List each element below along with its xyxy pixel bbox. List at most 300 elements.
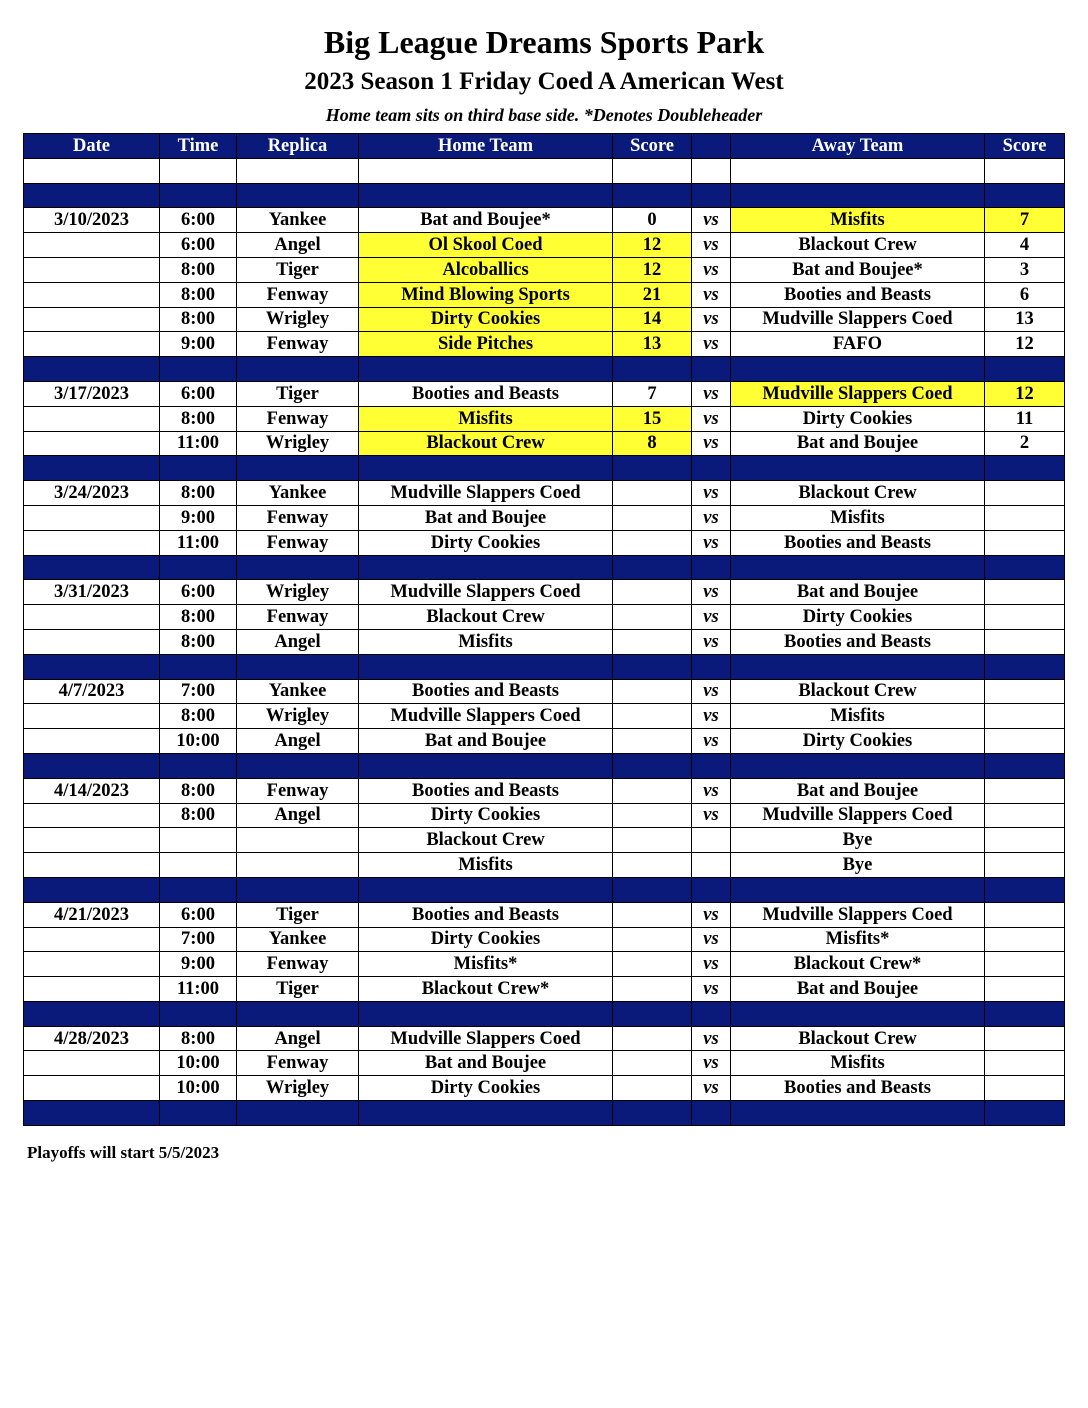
table-row [24,481,1065,506]
replica-cell: Fenway [237,1051,359,1076]
home-score-cell [613,183,692,208]
away-score-cell [985,158,1065,183]
home-score-cell: 14 [613,307,692,332]
table-row [24,208,1065,233]
table-row [24,580,1065,605]
time-cell: 6:00 [160,580,237,605]
date-cell [24,1101,160,1126]
away-score-cell [985,580,1065,605]
away-team-cell [731,158,985,183]
home-score-cell [613,1051,692,1076]
date-cell [24,233,160,258]
away-team-cell: Blackout Crew [731,679,985,704]
date-cell [24,1051,160,1076]
time-cell: 6:00 [160,233,237,258]
table-row [24,1026,1065,1051]
home-score-cell [613,977,692,1002]
away-score-cell [985,853,1065,878]
vs-cell: vs [692,257,731,282]
vs-cell: vs [692,803,731,828]
replica-cell: Wrigley [237,431,359,456]
page-note: Home team sits on third base side. *Denotes Doubleheader [325,105,763,125]
replica-cell [237,555,359,580]
col-header-time: Time [160,134,237,159]
away-score-cell [985,629,1065,654]
replica-cell: Wrigley [237,704,359,729]
vs-cell [692,357,731,382]
vs-cell [692,1101,731,1126]
time-cell: 11:00 [160,530,237,555]
time-cell: 9:00 [160,505,237,530]
table-row [24,530,1065,555]
home-score-cell [613,456,692,481]
vs-cell: vs [692,431,731,456]
date-cell [24,803,160,828]
date-cell: 3/24/2023 [24,481,160,506]
date-cell [24,877,160,902]
replica-cell [237,357,359,382]
home-team-cell: Blackout Crew* [359,977,613,1002]
table-row [24,803,1065,828]
away-score-cell [985,828,1065,853]
home-score-cell: 15 [613,406,692,431]
away-team-cell: Misfits [731,208,985,233]
time-cell [160,555,237,580]
replica-cell: Fenway [237,406,359,431]
time-cell: 10:00 [160,729,237,754]
vs-cell [692,1001,731,1026]
replica-cell: Fenway [237,778,359,803]
vs-cell [692,853,731,878]
away-score-cell: 13 [985,307,1065,332]
home-score-cell [613,1001,692,1026]
date-cell [24,555,160,580]
table-row [24,679,1065,704]
away-team-cell: Blackout Crew* [731,952,985,977]
table-row [24,629,1065,654]
away-score-cell: 11 [985,406,1065,431]
home-score-cell: 13 [613,332,692,357]
home-team-cell [359,654,613,679]
vs-cell: vs [692,1026,731,1051]
time-cell: 8:00 [160,282,237,307]
time-cell: 10:00 [160,1076,237,1101]
away-team-cell: Misfits* [731,927,985,952]
home-score-cell [613,853,692,878]
away-score-cell [985,357,1065,382]
away-team-cell: Misfits [731,505,985,530]
time-cell: 9:00 [160,952,237,977]
away-team-cell: Dirty Cookies [731,729,985,754]
replica-cell: Tiger [237,902,359,927]
away-team-cell [731,555,985,580]
home-team-cell: Mind Blowing Sports [359,282,613,307]
home-score-cell [613,629,692,654]
vs-cell: vs [692,977,731,1002]
vs-cell: vs [692,1076,731,1101]
page-title: Big League Dreams Sports Park [323,24,765,60]
home-team-cell [359,555,613,580]
home-team-cell: Bat and Boujee [359,505,613,530]
away-team-cell: Mudville Slappers Coed [731,902,985,927]
home-score-cell: 12 [613,233,692,258]
home-score-cell [613,654,692,679]
vs-cell: vs [692,952,731,977]
away-score-cell [985,605,1065,630]
away-team-cell: Bat and Boujee [731,778,985,803]
away-score-cell [985,1001,1065,1026]
away-team-cell [731,1001,985,1026]
date-cell [24,456,160,481]
home-team-cell: Misfits [359,629,613,654]
time-cell [160,853,237,878]
replica-cell [237,753,359,778]
time-cell: 6:00 [160,902,237,927]
replica-cell [237,654,359,679]
home-team-cell: Mudville Slappers Coed [359,704,613,729]
table-row [24,381,1065,406]
time-cell [160,828,237,853]
vs-cell [692,456,731,481]
away-score-cell [985,778,1065,803]
separator-row [24,456,1065,481]
away-team-cell: Booties and Beasts [731,282,985,307]
time-cell: 8:00 [160,307,237,332]
replica-cell: Angel [237,803,359,828]
vs-cell: vs [692,332,731,357]
date-cell: 4/21/2023 [24,902,160,927]
home-team-cell: Bat and Boujee [359,729,613,754]
table-row [24,729,1065,754]
home-team-cell: Dirty Cookies [359,530,613,555]
time-cell: 10:00 [160,1051,237,1076]
home-team-cell [359,1001,613,1026]
away-team-cell: Misfits [731,704,985,729]
vs-cell [692,555,731,580]
time-cell: 8:00 [160,1026,237,1051]
away-score-cell [985,753,1065,778]
vs-cell: vs [692,729,731,754]
time-cell [160,654,237,679]
home-score-cell [613,1026,692,1051]
replica-cell: Yankee [237,679,359,704]
vs-cell: vs [692,1051,731,1076]
table-row [24,282,1065,307]
home-team-cell: Blackout Crew [359,431,613,456]
replica-cell: Tiger [237,977,359,1002]
vs-cell: vs [692,282,731,307]
date-cell [24,357,160,382]
replica-cell: Angel [237,629,359,654]
separator-row [24,555,1065,580]
home-team-cell [359,183,613,208]
away-score-cell [985,1076,1065,1101]
replica-cell: Fenway [237,282,359,307]
away-score-cell: 12 [985,381,1065,406]
away-team-cell [731,183,985,208]
home-team-cell: Bat and Boujee [359,1051,613,1076]
home-score-cell [613,877,692,902]
time-cell [160,1101,237,1126]
vs-cell: vs [692,605,731,630]
separator-row [24,654,1065,679]
date-cell [24,505,160,530]
away-team-cell [731,456,985,481]
home-team-cell: Misfits* [359,952,613,977]
away-team-cell [731,654,985,679]
away-score-cell [985,704,1065,729]
date-cell [24,753,160,778]
replica-cell: Fenway [237,332,359,357]
away-score-cell [985,183,1065,208]
home-team-cell: Alcoballics [359,257,613,282]
home-team-cell: Dirty Cookies [359,307,613,332]
away-score-cell [985,877,1065,902]
home-score-cell [613,505,692,530]
separator-row [24,753,1065,778]
away-score-cell: 4 [985,233,1065,258]
home-score-cell [613,555,692,580]
home-score-cell [613,679,692,704]
date-cell [24,1001,160,1026]
date-cell [24,183,160,208]
vs-cell [692,158,731,183]
away-score-cell [985,729,1065,754]
away-score-cell [985,927,1065,952]
home-score-cell [613,1101,692,1126]
table-row [24,505,1065,530]
time-cell [160,753,237,778]
vs-cell [692,183,731,208]
date-cell [24,257,160,282]
date-cell [24,307,160,332]
replica-cell [237,456,359,481]
replica-cell [237,183,359,208]
away-team-cell: Booties and Beasts [731,629,985,654]
away-team-cell: Dirty Cookies [731,406,985,431]
date-cell [24,729,160,754]
away-team-cell: Bat and Boujee [731,977,985,1002]
home-score-cell [613,704,692,729]
away-team-cell: Blackout Crew [731,233,985,258]
away-team-cell [731,357,985,382]
table-header-row [24,134,1065,159]
time-cell: 6:00 [160,381,237,406]
home-score-cell [613,803,692,828]
home-score-cell [613,729,692,754]
vs-cell [692,828,731,853]
replica-cell: Wrigley [237,307,359,332]
date-cell [24,952,160,977]
replica-cell: Tiger [237,381,359,406]
col-header-home-score: Score [613,134,692,159]
table-row [24,977,1065,1002]
away-score-cell [985,530,1065,555]
away-score-cell: 2 [985,431,1065,456]
replica-cell [237,1101,359,1126]
table-row [24,853,1065,878]
vs-cell: vs [692,679,731,704]
table-row [24,431,1065,456]
date-cell [24,927,160,952]
home-team-cell: Blackout Crew [359,828,613,853]
table-row [24,233,1065,258]
replica-cell: Tiger [237,257,359,282]
home-score-cell [613,927,692,952]
replica-cell: Fenway [237,505,359,530]
home-team-cell: Mudville Slappers Coed [359,1026,613,1051]
away-team-cell: Mudville Slappers Coed [731,381,985,406]
vs-cell: vs [692,307,731,332]
away-score-cell [985,952,1065,977]
vs-cell: vs [692,629,731,654]
home-team-cell: Booties and Beasts [359,679,613,704]
away-score-cell: 7 [985,208,1065,233]
home-team-cell [359,753,613,778]
date-cell [24,828,160,853]
table-row [24,902,1065,927]
vs-cell: vs [692,505,731,530]
home-score-cell: 8 [613,431,692,456]
time-cell: 11:00 [160,431,237,456]
time-cell [160,158,237,183]
home-team-cell: Misfits [359,406,613,431]
table-row [24,257,1065,282]
date-cell: 4/28/2023 [24,1026,160,1051]
home-score-cell [613,158,692,183]
away-score-cell [985,679,1065,704]
table-row [24,704,1065,729]
date-cell [24,431,160,456]
time-cell: 8:00 [160,406,237,431]
date-cell: 4/7/2023 [24,679,160,704]
time-cell: 8:00 [160,704,237,729]
vs-cell [692,753,731,778]
col-header-vs [692,134,731,159]
col-header-date: Date [24,134,160,159]
date-cell [24,605,160,630]
away-team-cell: Booties and Beasts [731,1076,985,1101]
home-score-cell [613,952,692,977]
date-cell: 3/31/2023 [24,580,160,605]
away-score-cell [985,654,1065,679]
away-team-cell [731,753,985,778]
home-team-cell: Booties and Beasts [359,902,613,927]
home-score-cell: 21 [613,282,692,307]
home-team-cell: Mudville Slappers Coed [359,481,613,506]
separator-row [24,183,1065,208]
replica-cell: Angel [237,729,359,754]
replica-cell [237,158,359,183]
away-team-cell: FAFO [731,332,985,357]
away-team-cell: Blackout Crew [731,1026,985,1051]
away-team-cell: Bat and Boujee [731,431,985,456]
col-header-home-team: Home Team [359,134,613,159]
home-score-cell: 0 [613,208,692,233]
home-team-cell: Blackout Crew [359,605,613,630]
away-team-cell: Mudville Slappers Coed [731,307,985,332]
away-score-cell [985,481,1065,506]
table-row [24,1076,1065,1101]
away-team-cell: Bat and Boujee [731,580,985,605]
home-team-cell: Dirty Cookies [359,927,613,952]
vs-cell: vs [692,902,731,927]
replica-cell [237,1001,359,1026]
date-cell [24,282,160,307]
away-team-cell: Bye [731,828,985,853]
home-score-cell: 12 [613,257,692,282]
date-cell [24,654,160,679]
vs-cell: vs [692,233,731,258]
home-team-cell: Misfits [359,853,613,878]
home-score-cell [613,530,692,555]
home-score-cell: 7 [613,381,692,406]
time-cell [160,877,237,902]
vs-cell: vs [692,406,731,431]
vs-cell: vs [692,530,731,555]
away-team-cell: Dirty Cookies [731,605,985,630]
replica-cell: Wrigley [237,580,359,605]
home-team-cell: Dirty Cookies [359,1076,613,1101]
home-team-cell: Mudville Slappers Coed [359,580,613,605]
vs-cell: vs [692,704,731,729]
replica-cell: Yankee [237,481,359,506]
vs-cell: vs [692,208,731,233]
replica-cell: Wrigley [237,1076,359,1101]
away-team-cell: Mudville Slappers Coed [731,803,985,828]
separator-row [24,877,1065,902]
date-cell [24,629,160,654]
home-score-cell [613,1076,692,1101]
vs-cell [692,654,731,679]
replica-cell: Fenway [237,605,359,630]
date-cell: 4/14/2023 [24,778,160,803]
away-score-cell [985,505,1065,530]
time-cell [160,183,237,208]
schedule-body [24,158,1065,1125]
home-score-cell [613,753,692,778]
separator-row [24,1001,1065,1026]
away-team-cell [731,1101,985,1126]
replica-cell [237,828,359,853]
away-score-cell [985,977,1065,1002]
time-cell: 8:00 [160,778,237,803]
time-cell: 7:00 [160,679,237,704]
date-cell [24,704,160,729]
replica-cell: Fenway [237,530,359,555]
table-row [24,1051,1065,1076]
page-subtitle: 2023 Season 1 Friday Coed A American West [304,68,784,95]
away-score-cell [985,555,1065,580]
vs-cell: vs [692,381,731,406]
date-cell [24,977,160,1002]
table-row [24,778,1065,803]
home-team-cell: Booties and Beasts [359,381,613,406]
home-score-cell [613,357,692,382]
time-cell: 8:00 [160,629,237,654]
time-cell: 8:00 [160,605,237,630]
home-team-cell: Bat and Boujee* [359,208,613,233]
date-cell [24,1076,160,1101]
vs-cell: vs [692,481,731,506]
away-team-cell: Misfits [731,1051,985,1076]
home-score-cell [613,481,692,506]
replica-cell: Angel [237,1026,359,1051]
date-cell [24,530,160,555]
away-team-cell: Bye [731,853,985,878]
home-team-cell [359,158,613,183]
away-score-cell [985,1101,1065,1126]
